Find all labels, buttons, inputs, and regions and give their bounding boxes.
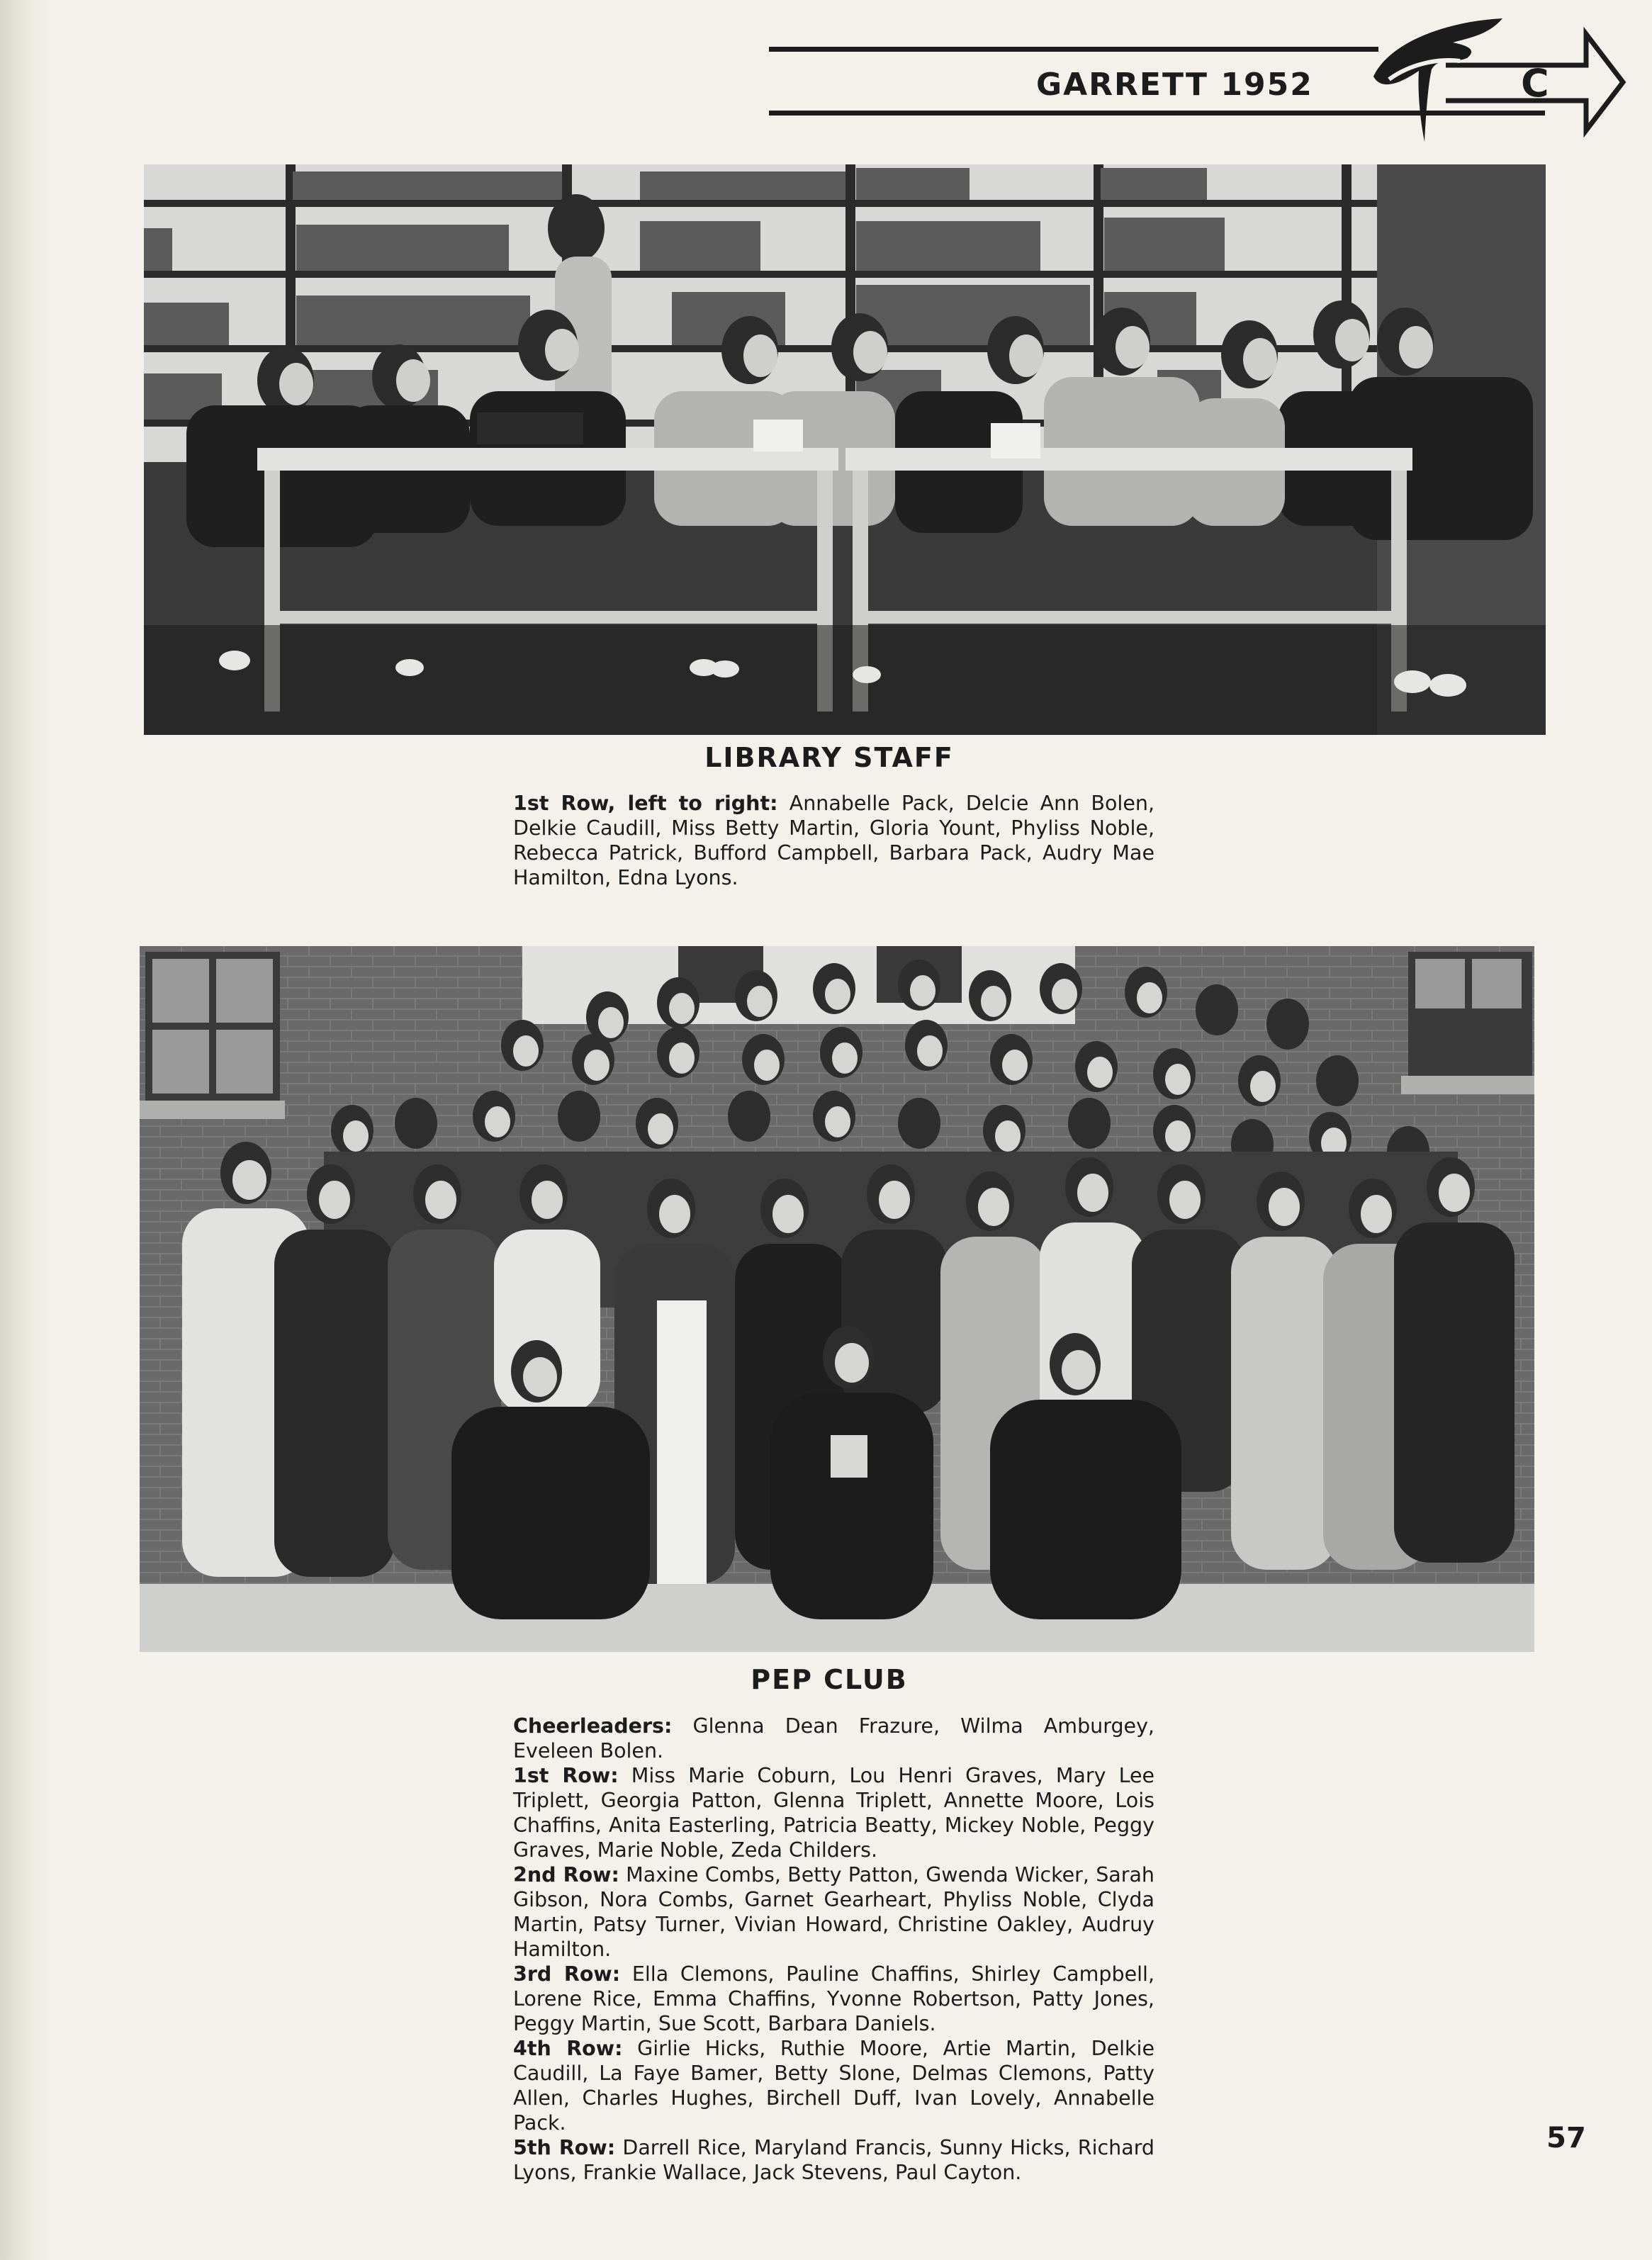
logo-letter-c: C — [1521, 61, 1549, 106]
caption-lead: 3rd Row: — [513, 1962, 621, 1986]
caption-row — [513, 1862, 1154, 1962]
pep-club-caption — [513, 1714, 1154, 2185]
caption-row — [513, 2135, 1154, 2185]
page-number: 57 — [1546, 2122, 1586, 2154]
caption-names: Maxine Combs, Betty Patton, Gwenda Wicker, Sarah Gibson, Nora Combs, Garnet Gearheart, Phyliss Noble, Clyda Martin, Patsy Turner, Vivian Howard, Christine Oakley, Audruy Hamilton. — [513, 1863, 1154, 1961]
caption-lead: 4th Row: — [513, 2037, 623, 2060]
library-staff-photo — [144, 164, 1546, 735]
caption-row — [513, 1714, 1154, 1763]
fc-logo — [1361, 14, 1630, 149]
caption-lead: Cheerleaders: — [513, 1714, 673, 1738]
caption-row — [513, 1763, 1154, 1862]
caption-lead: 1st Row, left to right: — [513, 792, 778, 815]
caption-names: Ella Clemons, Pauline Chaffins, Shirley Campbell, Lorene Rice, Emma Chaffins, Yvonne Robertson, Patty Jones, Peggy Martin, Sue Scott, Barbara Daniels. — [513, 1962, 1155, 2035]
caption-lead: 2nd Row: — [513, 1863, 619, 1887]
pep-club-title: PEP CLUB — [751, 1664, 908, 1695]
caption-names: Miss Marie Coburn, Lou Henri Graves, Mary Lee Triplett, Georgia Patton, Glenna Triplett, Annette Moore, Lois Chaffins, Anita Easterling, Patricia Beatty, Mickey Noble, Peggy Graves, Marie Noble, Zeda Childers. — [513, 1764, 1155, 1862]
caption-lead: 1st Row: — [513, 1764, 619, 1787]
header-rule-top — [769, 47, 1378, 52]
library-staff-caption — [513, 791, 1154, 890]
page-gutter-shadow — [0, 0, 50, 2260]
caption-names: Darrell Rice, Maryland Francis, Sunny Hicks, Richard Lyons, Frankie Wallace, Jack Stevens, Paul Cayton. — [513, 2136, 1155, 2184]
caption-names: Girlie Hicks, Ruthie Moore, Artie Martin, Delkie Caudill, La Faye Bamer, Betty Slone, Delmas Clemons, Patty Allen, Charles Hughes, Birchell Duff, Ivan Lovely, Annabelle Pack. — [513, 2037, 1155, 2135]
caption-names: Annabelle Pack, Delcie Ann Bolen, Delkie Caudill, Miss Betty Martin, Gloria Yount, Phyliss Noble, Rebecca Patrick, Bufford Campbell, Barbara Pack, Audry Mae Hamilton, Edna Lyons. — [513, 792, 1155, 889]
caption-row — [513, 2036, 1154, 2135]
pep-club-photo — [140, 946, 1534, 1652]
caption-row — [513, 1962, 1154, 2036]
header-title: GARRETT 1952 — [1036, 67, 1313, 103]
library-staff-title: LIBRARY STAFF — [704, 742, 954, 773]
caption-names: Glenna Dean Frazure, Wilma Amburgey, Eveleen Bolen. — [513, 1714, 1154, 1763]
caption-lead: 5th Row: — [513, 2136, 616, 2159]
